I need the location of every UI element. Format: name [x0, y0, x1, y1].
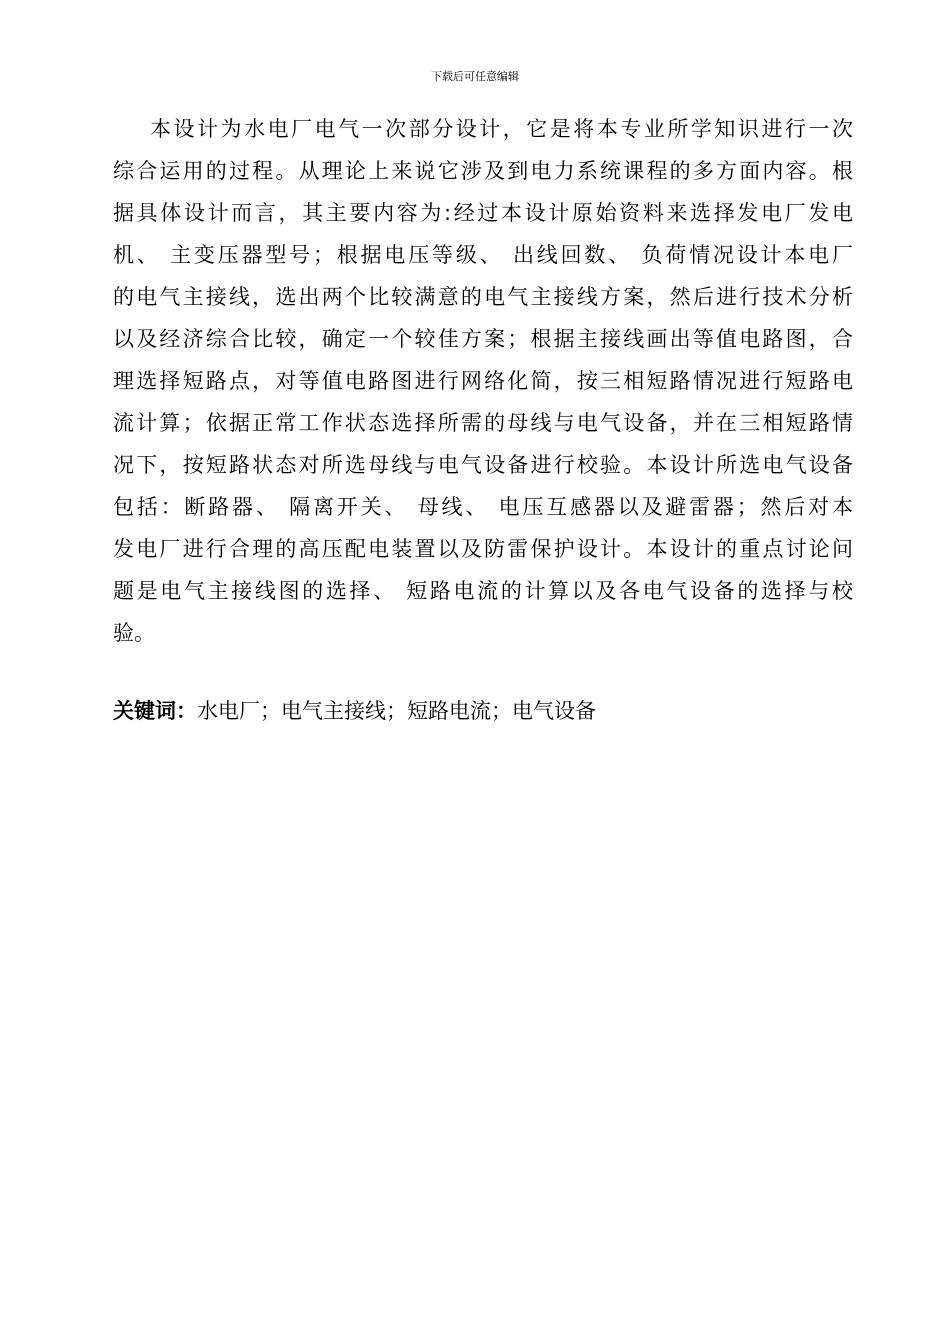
abstract-line: 题是电气主接线图的选择、 短路电流的计算以及各电气设备的选择与校 [113, 579, 853, 603]
keywords-label: 关键词： [113, 699, 197, 723]
abstract-line: 的电气主接线，选出两个比较满意的电气主接线方案，然后进行技术分析 [113, 285, 853, 309]
keywords [113, 695, 596, 727]
abstract-paragraph [113, 113, 853, 659]
header-note: 下载后可任意编辑 [431, 70, 519, 83]
abstract-line: 理选择短路点，对等值电路图进行网络化简，按三相短路情况进行短路电 [113, 369, 853, 393]
abstract-line: 况下，按短路状态对所选母线与电气设备进行校验。本设计所选电气设备 [113, 453, 853, 477]
abstract-line: 包括：断路器、 隔离开关、 母线、 电压互感器以及避雷器；然后对本 [113, 495, 853, 519]
keywords-text: 水电厂；电气主接线；短路电流；电气设备 [197, 699, 596, 723]
abstract-line: 综合运用的过程。从理论上来说它涉及到电力系统课程的多方面内容。根 [113, 159, 853, 183]
abstract-line: 机、 主变压器型号；根据电压等级、 出线回数、 负荷情况设计本电厂 [113, 243, 853, 267]
abstract-line: 流计算；依据正常工作状态选择所需的母线与电气设备，并在三相短路情 [113, 411, 853, 435]
abstract-line: 以及经济综合比较，确定一个较佳方案；根据主接线画出等值电路图，合 [113, 327, 853, 351]
abstract-line: 发电厂进行合理的高压配电装置以及防雷保护设计。本设计的重点讨论问 [113, 537, 853, 561]
abstract-line: 本设计为水电厂电气一次部分设计，它是将本专业所学知识进行一次 [150, 117, 853, 141]
abstract-line: 据具体设计而言，其主要内容为:经过本设计原始资料来选择发电厂发电 [113, 201, 853, 225]
abstract-line: 验。 [113, 621, 155, 645]
